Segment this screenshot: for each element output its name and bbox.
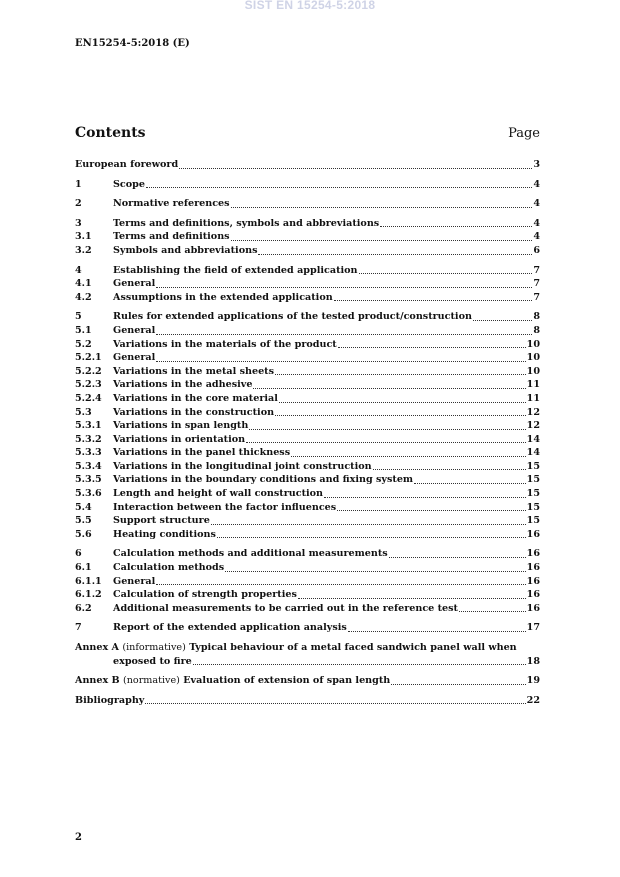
toc-entry-title: General (113, 352, 156, 364)
page-column-label: Page (508, 126, 540, 141)
toc-entry[interactable] (75, 501, 540, 515)
toc-entry-page: 19 (526, 675, 540, 687)
dot-leader (473, 320, 532, 321)
toc-entry-number: 5.3.5 (75, 474, 102, 486)
dot-leader (156, 584, 525, 585)
contents-heading (75, 125, 540, 141)
dot-leader (275, 415, 526, 416)
toc-entry-title: Assumptions in the extended application (113, 291, 333, 303)
toc-group (75, 197, 540, 211)
toc-entry-page: 16 (526, 589, 540, 601)
toc-entry[interactable] (75, 561, 540, 575)
dot-leader (391, 684, 525, 685)
toc-group (75, 158, 540, 172)
toc-entry-page: 15 (526, 501, 540, 513)
toc-entry-number: 5.2.1 (75, 352, 102, 364)
toc-entry-title: Calculation methods and additional measurements (113, 548, 388, 560)
toc-entry-page: 6 (533, 244, 540, 256)
toc-entry[interactable] (75, 291, 540, 305)
toc-entry-number: 2 (75, 198, 82, 210)
dot-leader (338, 347, 526, 348)
toc-entry-title: Report of the extended application analysis (113, 622, 347, 634)
dot-leader (414, 483, 526, 484)
toc-entry[interactable] (75, 351, 540, 365)
dot-leader (156, 334, 532, 335)
toc-entry-page: 8 (533, 324, 540, 336)
annex-b-type: (normative) (123, 675, 180, 687)
dot-leader (146, 187, 532, 188)
toc-entry-page: 16 (526, 575, 540, 587)
toc-entry[interactable] (75, 473, 540, 487)
toc-entry-page: 10 (526, 365, 540, 377)
toc-entry[interactable] (75, 419, 540, 433)
toc-entry-number: 5.3.6 (75, 488, 102, 500)
toc-group (75, 264, 540, 305)
dot-leader (279, 402, 526, 403)
toc-entry-page: 15 (526, 474, 540, 486)
toc-entry-page: 16 (526, 548, 540, 560)
dot-leader (389, 557, 526, 558)
toc-entry-page: 12 (526, 420, 540, 432)
toc-entry-number: 5.3.4 (75, 460, 102, 472)
toc-entry-title: Length and height of wall construction (113, 488, 324, 500)
toc-entry-page: 11 (526, 379, 540, 391)
toc-entry-number: 5.2.2 (75, 365, 102, 377)
annex-a-type: (informative) (122, 642, 186, 653)
dot-leader (225, 571, 526, 572)
toc-entry-page: 10 (526, 352, 540, 364)
toc-entry-page: 16 (526, 602, 540, 614)
dot-leader (156, 361, 525, 362)
toc-entry-page: 11 (526, 392, 540, 404)
toc-entry-title: Calculation of strength properties (113, 589, 297, 601)
toc-entry-title: European foreword (75, 159, 179, 170)
toc-entry-number: 5.6 (75, 528, 92, 540)
dot-leader (337, 510, 525, 511)
toc-entry-number: 5.4 (75, 501, 92, 513)
dot-leader (348, 631, 526, 632)
annex-a-entry[interactable] (75, 641, 540, 655)
document-id: EN15254-5:2018 (E) (75, 38, 190, 49)
toc-entry[interactable] (75, 197, 540, 211)
annex-b-title-line (75, 674, 390, 688)
toc-entry-title: Heating conditions (113, 528, 216, 540)
table-of-contents (75, 158, 540, 707)
toc-entry[interactable] (75, 230, 540, 244)
toc-entry[interactable] (75, 460, 540, 474)
toc-entry[interactable] (75, 264, 540, 278)
dot-leader (359, 273, 533, 274)
toc-entry[interactable] (75, 324, 540, 338)
toc-entry-number: 3.1 (75, 231, 92, 243)
toc-entry-number: 6 (75, 548, 82, 560)
bibliography-title: Bibliography (75, 694, 145, 706)
watermark: SIST EN 15254-5:2018 (244, 0, 376, 12)
toc-group (75, 310, 540, 541)
annex-a-entry-continued[interactable] (75, 655, 540, 669)
toc-entry-number: 1 (75, 178, 82, 190)
toc-entry-page: 17 (526, 622, 540, 634)
dot-leader (298, 598, 526, 599)
toc-entry-page: 3 (533, 159, 540, 170)
toc-entry-page: 16 (526, 562, 540, 574)
toc-entry-number: 5.2.4 (75, 392, 102, 404)
toc-entry-page: 7 (533, 264, 540, 276)
toc-entry-number: 5.1 (75, 324, 92, 336)
toc-entry-page: 7 (533, 278, 540, 290)
toc-entry-number: 3.2 (75, 244, 92, 256)
annex-b-entry[interactable] (75, 674, 540, 688)
toc-entry-number: 5.3.1 (75, 420, 102, 432)
dot-leader (380, 226, 532, 227)
toc-entry-number: 6.1 (75, 562, 92, 574)
toc-entry-page: 15 (526, 488, 540, 500)
toc-entry[interactable] (75, 446, 540, 460)
dot-leader (179, 168, 532, 169)
toc-entry[interactable] (75, 277, 540, 291)
toc-group (75, 217, 540, 258)
toc-entry-number: 6.1.1 (75, 575, 102, 587)
toc-entry[interactable] (75, 621, 540, 635)
toc-entry-page: 15 (526, 515, 540, 527)
toc-entry[interactable] (75, 217, 540, 231)
dot-leader (193, 664, 526, 665)
toc-entry-title: Symbols and abbreviations (113, 244, 258, 256)
dot-leader (217, 537, 526, 538)
toc-entry-title: Scope (113, 178, 145, 190)
toc-entry-number: 5 (75, 311, 82, 323)
toc-entry[interactable] (75, 588, 540, 602)
toc-entry[interactable] (75, 487, 540, 501)
toc-entry[interactable] (75, 338, 540, 352)
toc-entry-title: Rules for extended applications of the tested product/construction (113, 311, 472, 323)
toc-entry-number: 5.2.3 (75, 379, 102, 391)
annex-b-title: Evaluation of extension of span length (183, 675, 391, 687)
dot-leader (231, 207, 533, 208)
dot-leader (246, 442, 526, 443)
toc-entry-title: Establishing the field of extended application (113, 264, 358, 276)
toc-entry-number: 5.5 (75, 515, 92, 527)
toc-entry-number: 7 (75, 622, 82, 634)
toc-entry-title: Variations in span length (113, 420, 249, 432)
toc-entry[interactable] (75, 602, 540, 616)
toc-entry-title: Variations in the metal sheets (113, 365, 274, 377)
toc-entry-page: 4 (533, 217, 540, 229)
toc-entry[interactable] (75, 575, 540, 589)
dot-leader (291, 456, 526, 457)
toc-entry-number: 5.3 (75, 406, 92, 418)
toc-entry-page: 12 (526, 406, 540, 418)
toc-entry-page: 18 (526, 655, 540, 667)
toc-entry-title: Variations in the materials of the product (113, 338, 337, 350)
dot-leader (459, 611, 526, 612)
dot-leader (253, 388, 525, 389)
toc-entry-title: Additional measurements to be carried out in the reference test (113, 602, 458, 614)
page-number: 2 (75, 832, 82, 843)
dot-leader (156, 287, 532, 288)
toc-entry-title: Variations in the longitudinal joint construction (113, 460, 372, 472)
annex-a-label: Annex A (75, 642, 120, 653)
dot-leader (324, 497, 526, 498)
toc-entry-number: 3 (75, 217, 82, 229)
annex-a-title-continued: exposed to fire (113, 655, 192, 667)
toc-group (75, 621, 540, 635)
toc-entry-title: Variations in the boundary conditions and fixing system (113, 474, 414, 486)
toc-entry[interactable] (75, 433, 540, 447)
toc-entry-title: General (113, 324, 156, 336)
toc-entry-number: 6.2 (75, 602, 92, 614)
toc-entry-number: 4.2 (75, 291, 92, 303)
toc-entry[interactable] (75, 178, 540, 192)
toc-entry-page: 22 (526, 694, 540, 706)
toc-entry-title: Support structure (113, 515, 210, 527)
toc-entry-page: 16 (526, 528, 540, 540)
dot-leader (334, 300, 533, 301)
bibliography-entry[interactable] (75, 694, 540, 708)
toc-entry[interactable] (75, 244, 540, 258)
toc-group-annex-a (75, 641, 540, 668)
dot-leader (275, 374, 526, 375)
toc-entry-number: 6.1.2 (75, 589, 102, 601)
toc-group (75, 178, 540, 192)
dot-leader (231, 240, 533, 241)
toc-entry[interactable] (75, 378, 540, 392)
toc-entry-page: 4 (533, 198, 540, 210)
toc-entry-title: Terms and definitions (113, 231, 230, 243)
toc-entry-title: General (113, 575, 156, 587)
toc-entry-number: 5.3.2 (75, 433, 102, 445)
toc-entry-title: General (113, 278, 156, 290)
toc-entry-title: Interaction between the factor influences (113, 501, 337, 513)
toc-entry[interactable] (75, 365, 540, 379)
toc-entry-title: Variations in orientation (113, 433, 246, 445)
dot-leader (373, 469, 526, 470)
toc-entry-title: Terms and definitions, symbols and abbreviations (113, 217, 380, 229)
toc-entry-title: Normative references (113, 198, 230, 210)
dot-leader (258, 254, 532, 255)
toc-entry-page: 8 (533, 311, 540, 323)
toc-entry-title: Variations in the core material (113, 392, 278, 404)
toc-entry[interactable] (75, 158, 540, 172)
toc-entry-page: 14 (526, 433, 540, 445)
dot-leader (211, 524, 526, 525)
toc-entry-page: 15 (526, 460, 540, 472)
annex-a-title: Typical behaviour of a metal faced sandwich panel wall when (189, 642, 517, 653)
toc-entry[interactable] (75, 514, 540, 528)
toc-entry[interactable] (75, 406, 540, 420)
toc-entry-title: Variations in the adhesive (113, 379, 253, 391)
toc-entry-title: Calculation methods (113, 562, 225, 574)
toc-entry-page: 10 (526, 338, 540, 350)
toc-entry[interactable] (75, 392, 540, 406)
toc-entry-title: Variations in the panel thickness (113, 447, 291, 459)
contents-title: Contents (75, 125, 146, 141)
toc-entry-number: 5.2 (75, 338, 92, 350)
toc-group-annex-b (75, 674, 540, 688)
toc-entry-page: 4 (533, 178, 540, 190)
toc-entry-page: 14 (526, 447, 540, 459)
toc-entry-page: 7 (533, 291, 540, 303)
toc-entry[interactable] (75, 310, 540, 324)
toc-entry-number: 4.1 (75, 278, 92, 290)
toc-entry[interactable] (75, 547, 540, 561)
annex-b-label: Annex B (75, 675, 120, 687)
toc-entry-title: Variations in the construction (113, 406, 275, 418)
toc-entry-number: 5.3.3 (75, 447, 102, 459)
dot-leader (249, 429, 525, 430)
toc-entry-page: 4 (533, 231, 540, 243)
toc-group (75, 547, 540, 615)
toc-entry-number: 4 (75, 264, 82, 276)
toc-entry[interactable] (75, 528, 540, 542)
dot-leader (145, 703, 525, 704)
toc-group-bibliography (75, 694, 540, 708)
